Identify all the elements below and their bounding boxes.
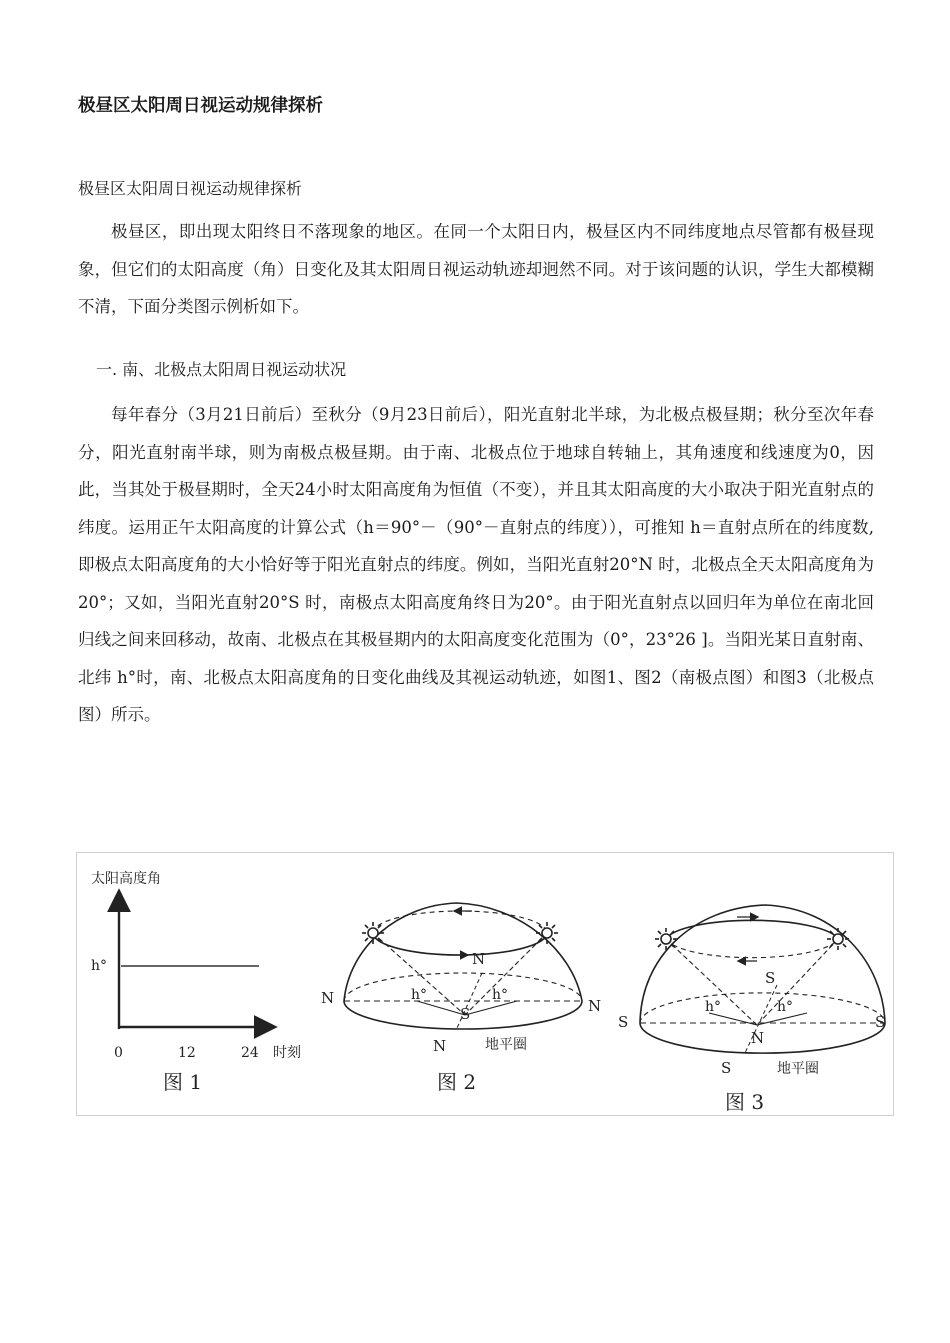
fig3-horizon-back	[640, 993, 885, 1023]
fig3-sun-left-icon	[655, 928, 677, 950]
fig2-angle-right: h°	[492, 987, 509, 1003]
subtitle: 极昼区太阳周日视运动规律探析	[78, 179, 303, 198]
fig1-tick-24: 24	[241, 1045, 259, 1061]
fig3-angle-left: h°	[705, 999, 722, 1015]
fig1-y-axis-label: 太阳高度角	[91, 871, 161, 887]
fig2-base-right	[465, 1001, 517, 1015]
intro-paragraph: 极昼区，即出现太阳终日不落现象的地区。在同一个太阳日内，极昼区内不同纬度地点尽管都有极昼现象，但它们的太阳高度（角）日变化及其太阳周日视运动轨迹却迥然不同。对于该问题的认识，学生大都模糊不清，下面分类图示例析如下。	[78, 222, 874, 316]
fig2-horizon-back	[344, 973, 582, 1001]
fig3-top-label: S	[765, 969, 776, 987]
fig2-horizon-label: 地平圈	[485, 1037, 527, 1053]
fig3-sunpath-back	[666, 920, 838, 939]
page-title: 极昼区太阳周日视运动规律探析	[78, 96, 323, 116]
figure-panel	[76, 852, 894, 1116]
fig2-caption: 图 2	[437, 1070, 477, 1094]
fig2-left-label: N	[321, 989, 335, 1007]
figure-2	[321, 903, 601, 1094]
fig2-angle-left: h°	[411, 987, 428, 1003]
fig2-top-label: N	[472, 950, 486, 968]
fig2-right-label: N	[588, 997, 602, 1015]
fig3-dome	[640, 905, 885, 1023]
fig3-center-label: N	[751, 1029, 765, 1047]
fig2-bottom-label: N	[433, 1037, 447, 1055]
fig2-dome	[344, 903, 582, 1001]
fig2-sun-right-icon	[536, 922, 558, 944]
fig1-caption: 图 1	[163, 1070, 203, 1094]
fig1-tick-12: 12	[178, 1045, 196, 1061]
fig2-center-label: S	[460, 1005, 471, 1023]
fig3-bottom-label: S	[721, 1059, 732, 1077]
fig2-sun-left-icon	[362, 922, 384, 944]
fig3-angle-right: h°	[777, 999, 794, 1015]
fig1-h-label: h°	[91, 958, 108, 974]
figure-1	[91, 870, 301, 1094]
fig3-sun-right-icon	[827, 928, 849, 950]
fig1-x-axis-label: 时刻	[273, 1045, 301, 1061]
fig2-sunpath-front	[373, 933, 547, 955]
figure-3	[618, 905, 885, 1114]
figure-svg	[77, 853, 895, 1117]
fig3-horizon-label: 地平圈	[777, 1061, 819, 1077]
fig1-tick-0: 0	[114, 1045, 123, 1061]
fig3-right-label: S	[875, 1013, 886, 1031]
fig3-sunpath-front	[666, 939, 838, 958]
body-paragraph: 每年春分（3月21日前后）至秋分（9月23日前后），阳光直射北半球，为北极点极昼期；秋分至次年春分，阳光直射南半球，则为南极点极昼期。由于南、北极点位于地球自转轴上，其角速度和线速度为0，因此，当其处于极昼期时，全天24小时太阳高度角为恒值（不变），并且其太阳高度的大小取决于阳光直射点的纬度。运用正午太阳高度的计算公式（h＝90°－（90°－直射点的纬度）），可推知 h＝直射点所在的纬度数,即极点太阳高度角的大小恰好等于阳光直射点的纬度。例如，当阳光直射20°N 时，北极点全天太阳高度角为20°；又如，当阳光直射20°S 时，南极点太阳高度角终日为20°。由于阳光直射点以回归年为单位在南北回归线之间来回移动，故南、北极点在其极昼期内的太阳高度变化范围为（0°，23°26 ]。当阳光某日直射南、北纬 h°时，南、北极点太阳高度角的日变化曲线及其视运动轨迹，如图1、图2（南极点图）和图3（北极点图）所示。	[78, 405, 874, 724]
fig3-caption: 图 3	[725, 1090, 765, 1114]
fig3-left-label: S	[618, 1013, 629, 1031]
section-heading: 一. 南、北极点太阳周日视运动状况	[96, 360, 347, 379]
